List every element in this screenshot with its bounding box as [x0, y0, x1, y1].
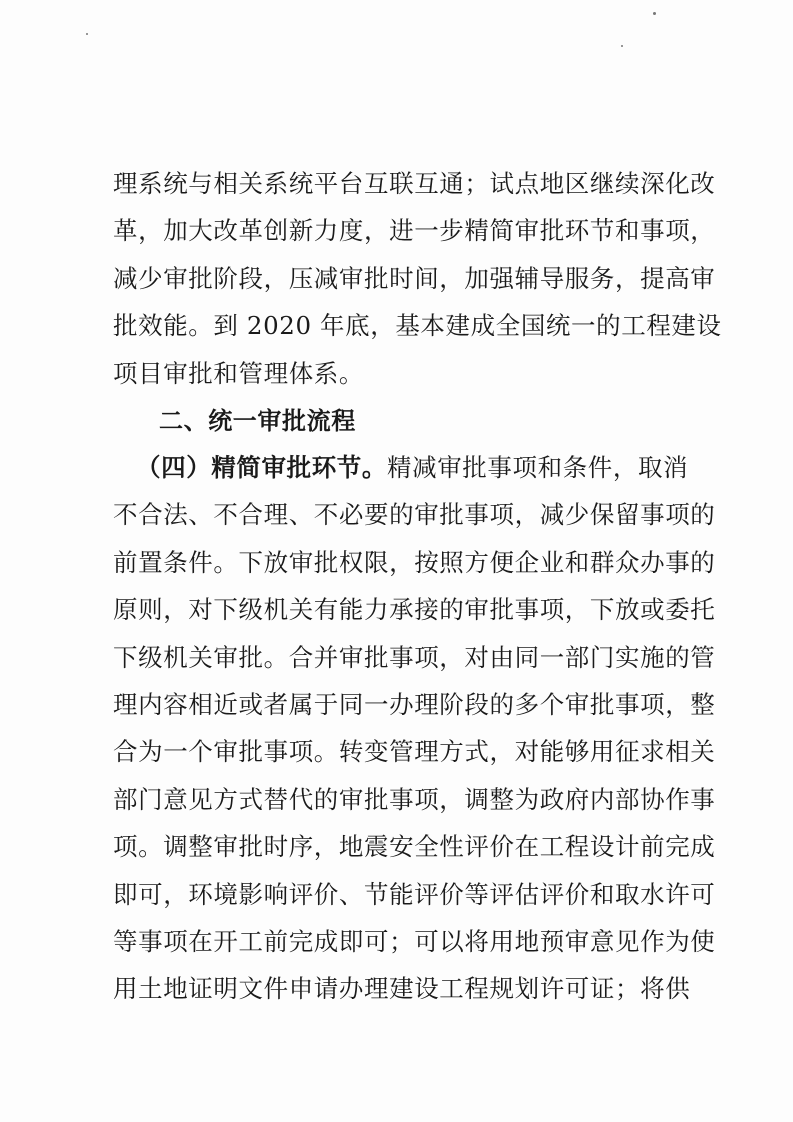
- subsection-first-line-text: 精减审批事项和条件，取消: [387, 453, 689, 482]
- paragraph-line: 即可，环境影响评价、节能评价等评估评价和取水许可: [113, 880, 716, 909]
- paragraph-line: 革，加大改革创新力度，进一步精简审批环节和事项，: [113, 216, 716, 245]
- section-heading: 二、统一审批流程: [159, 407, 356, 435]
- paragraph-line: 不合法、不合理、不必要的审批事项，减少保留事项的: [113, 500, 716, 529]
- paragraph-line: 前置条件。下放审批权限，按照方便企业和群众办事的: [113, 548, 716, 577]
- paragraph-line: 用土地证明文件申请办理建设工程规划许可证；将供: [113, 974, 691, 1003]
- subsection-lead: （四）精简审批环节。: [136, 453, 387, 482]
- paragraph-line: 批效能。到 2020 年底，基本建成全国统一的工程建设: [113, 311, 722, 340]
- paragraph-line: 下级机关审批。合并审批事项，对由同一部门实施的管: [113, 643, 716, 672]
- paragraph-line: 原则，对下级机关有能力承接的审批事项，下放或委托: [113, 595, 716, 624]
- paragraph-line: 理系统与相关系统平台互联互通；试点地区继续深化改: [113, 169, 716, 198]
- paragraph-line: 项。调整审批时序，地震安全性评价在工程设计前完成: [113, 832, 716, 861]
- paragraph-line: 合为一个审批事项。转变管理方式，对能够用征求相关: [113, 737, 716, 766]
- paragraph-line: 部门意见方式替代的审批事项，调整为政府内部协作事: [113, 785, 716, 814]
- scan-speck: [621, 45, 623, 47]
- paragraph-line: 项目审批和管理体系。: [113, 359, 364, 388]
- paragraph-line: 理内容相近或者属于同一办理阶段的多个审批事项，整: [113, 690, 716, 719]
- subsection-first-line: [136, 451, 702, 485]
- paragraph-line: 等事项在开工前完成即可；可以将用地预审意见作为使: [113, 927, 716, 956]
- scan-speck: [653, 12, 656, 15]
- paragraph-line: 减少审批阶段，压减审批时间，加强辅导服务，提高审: [113, 264, 716, 293]
- scan-speck: [86, 33, 88, 35]
